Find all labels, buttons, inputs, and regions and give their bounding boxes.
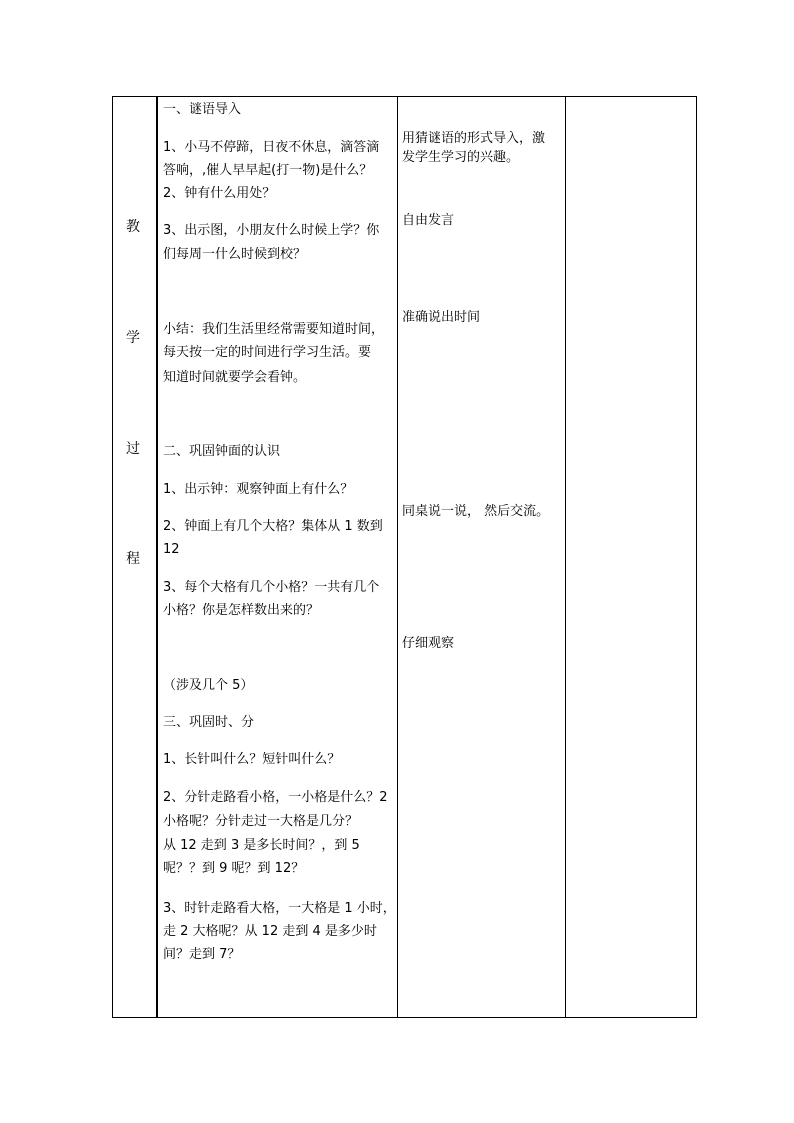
content-line: 小格？你是怎样数出来的？ (163, 603, 320, 618)
activity-line: 发学生学习的兴趣。 (402, 150, 520, 165)
stage-label-char: 教 (126, 219, 140, 235)
content-line: 呢？？到 9 呢？到 12？ (163, 861, 305, 876)
content-line: （涉及几个 5） (163, 678, 254, 693)
stage-label-char: 学 (126, 330, 140, 346)
content-line: 1、小马不停蹄，日夜不休息，滴答滴 (163, 140, 380, 155)
summary-line: 小结：我们生活里经常需要知道时间， (163, 322, 385, 337)
stage-label-char: 程 (126, 551, 140, 567)
activity-line: 自由发言 (402, 213, 455, 228)
content-line: 1、长针叫什么？短针叫什么？ (163, 752, 341, 767)
content-line: 答响，,催人早早起(打一物)是什么？ (163, 163, 373, 178)
section-heading: 二、巩固钟面的认识 (163, 444, 281, 459)
content-line: 3、每个大格有几个小格？一共有几个 (163, 580, 380, 595)
content-line: 2、钟有什么用处？ (163, 186, 276, 201)
activity-line: 同桌说一说， 然后交流。 (402, 504, 550, 519)
section-heading: 三、巩固时、分 (163, 715, 255, 730)
activity-line: 仔细观察 (402, 636, 455, 651)
content-line: 3、出示图，小朋友什么时候上学？你 (163, 223, 380, 238)
activity-column (397, 96, 566, 1018)
activity-line: 用猜谜语的形式导入，激 (402, 131, 546, 146)
activity-line: 准确说出时间 (402, 310, 481, 325)
notes-column (565, 96, 697, 1018)
content-line: 从 12 走到 3 是多长时间？，到 5 (163, 838, 360, 853)
summary-line: 每天按一定的时间进行学习生活。要 (163, 345, 372, 360)
content-line: 走 2 大格呢？从 12 走到 4 是多少时 (163, 924, 377, 939)
content-line: 小格呢？分针走过一大格是几分？ (163, 814, 359, 829)
content-line: 2、分针走路看小格，一小格是什么？2 (163, 790, 388, 805)
stage-label-char: 过 (126, 441, 140, 457)
section-heading: 一、谜语导入 (163, 102, 242, 117)
summary-line: 知道时间就要学会看钟。 (163, 370, 307, 385)
content-line: 们每周一什么时候到校？ (163, 247, 307, 262)
content-line: 3、时针走路看大格，一大格是 1 小时， (163, 901, 396, 916)
content-line: 12 (163, 542, 180, 557)
content-line: 间？走到 7？ (163, 947, 241, 962)
content-line: 1、出示钟：观察钟面上有什么？ (163, 482, 354, 497)
content-line: 2、钟面上有几个大格？集体从 1 数到 (163, 519, 383, 534)
